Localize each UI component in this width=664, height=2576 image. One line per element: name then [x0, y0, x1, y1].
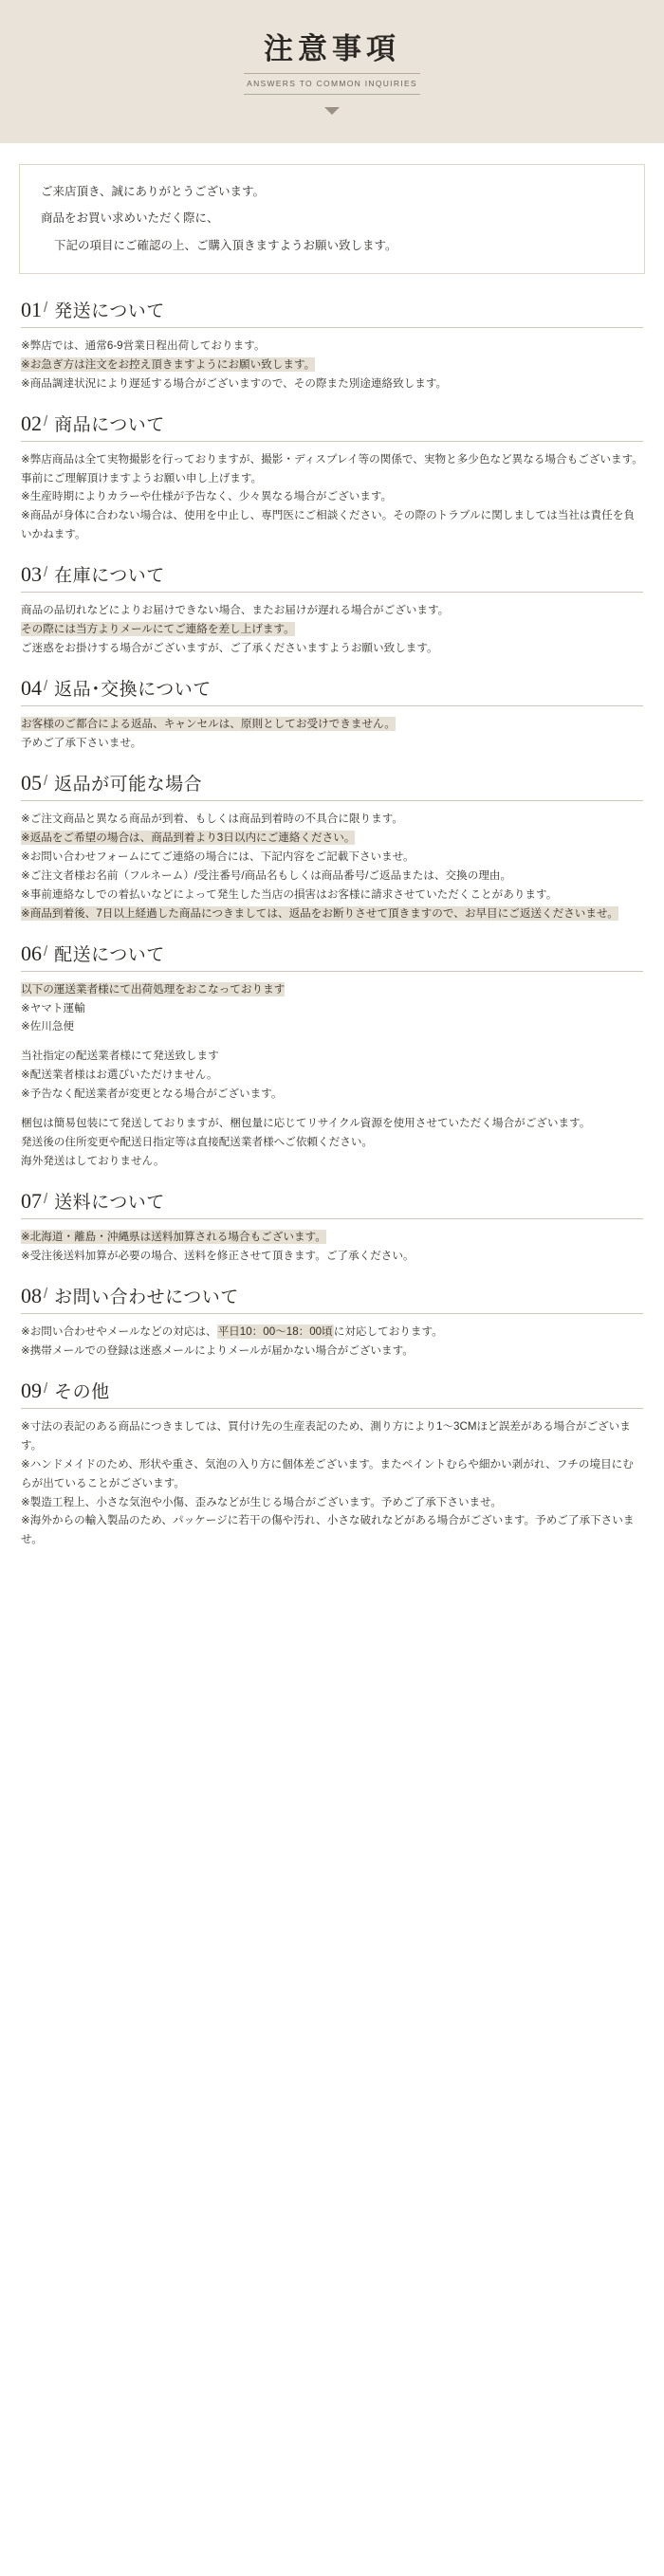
section-body — [21, 1323, 643, 1361]
intro-box — [19, 164, 645, 274]
section-paragraph: ※商品が身体に合わない場合は、使用を中止し、専門医にご相談ください。その際のトラブルに関しましては当社は責任を負いかねます。 — [21, 509, 635, 541]
header-rule-wrap — [244, 73, 420, 95]
section-paragraph: 発送後の住所変更や配送日指定等は直接配送業者様へご依頼ください。 — [21, 1136, 374, 1149]
section-paragraph: ※寸法の表記のある商品につきましては、買付け先の生産表記のため、測り方により1～3CMほど誤差がある場合がございます。 — [21, 1419, 631, 1452]
sections-container — [0, 274, 664, 1588]
section-title: 返品･交換について — [54, 680, 212, 701]
section-paragraph: ※ご注文商品と異なる商品が到着、もしくは商品到着時の不具合に限ります。 — [21, 812, 403, 825]
section-paragraph: ※配送業者様はお選びいただけません。 — [21, 1069, 218, 1082]
section-header — [21, 1378, 643, 1409]
section-header — [21, 411, 643, 442]
section-paragraph — [21, 620, 643, 639]
section-paragraph — [21, 904, 643, 923]
section-title: 送料について — [54, 1193, 165, 1213]
section-title: 返品が可能な場合 — [54, 774, 203, 795]
section-title: 発送について — [54, 301, 165, 321]
highlighted-text: ※お急ぎ方は注文をお控え頂きますようにお願い致します。 — [21, 357, 316, 371]
section-body — [21, 601, 643, 658]
highlighted-text: 以下の運送業者様にて出荷処理をおこなっております — [21, 982, 286, 996]
intro-line-2: 商品をお買い求めいただく際に、 — [41, 211, 219, 226]
section-paragraph: ※ハンドメイドのため、形状や重さ、気泡の入り方に個体差ございます。またペイントむらや細かい剥がれ、フチの境目にむらが出ていることがございます。 — [21, 1457, 634, 1489]
section-paragraph — [21, 829, 643, 848]
section-paragraph: 海外発送はしておりません。 — [21, 1155, 165, 1168]
section-header — [21, 770, 643, 801]
page-title: 注意事項 — [264, 32, 400, 66]
section-title: その他 — [54, 1381, 110, 1402]
section-header — [21, 297, 643, 328]
section-paragraph — [21, 980, 643, 999]
intro-line-1: ご来店頂き、誠にありがとうございます。 — [41, 185, 266, 198]
section-body — [21, 715, 643, 753]
section-slash: / — [44, 299, 48, 316]
section-paragraph: ※事前連絡なしでの着払いなどによって発生した当店の損害はお客様に請求させていただくことがあります。 — [21, 887, 558, 901]
section-number: 02 — [21, 411, 42, 435]
section — [21, 1188, 643, 1266]
section-paragraph: ※ヤマト運輸 — [21, 1001, 85, 1014]
highlighted-text: お客様のご都合による返品、キャンセルは、原則としてお受けできません。 — [21, 718, 396, 731]
section-title: お問い合わせについて — [54, 1287, 239, 1307]
divider-bottom — [244, 94, 420, 95]
highlighted-text: ※返品をご希望の場合は、商品到着より3日以内にご連絡ください。 — [21, 831, 356, 844]
section-paragraph: 梱包は簡易包装にて発送しておりますが、梱包量に応じてリサイクル資源を使用させていただく場合がございます。 — [21, 1117, 591, 1130]
section-number: 07 — [21, 1189, 42, 1213]
section — [21, 770, 643, 923]
section-number: 01 — [21, 297, 42, 321]
highlighted-text: ※商品到着後、7日以上経過した商品につきましては、返品をお断りさせて頂きますので、お早目にご返送くださいませ。 — [21, 906, 618, 920]
page-header — [0, 0, 664, 143]
section-body — [21, 1417, 643, 1550]
section-number: 04 — [21, 676, 42, 701]
section — [21, 1378, 643, 1550]
section-number: 06 — [21, 941, 42, 965]
section-body — [21, 1228, 643, 1266]
section-paragraph: 商品の品切れなどによりお届けできない場合、またお届けが遅れる場合がございます。 — [21, 604, 450, 617]
section-slash: / — [44, 412, 48, 429]
section — [21, 941, 643, 1171]
section-title: 在庫について — [54, 566, 165, 587]
section-header — [21, 941, 643, 972]
highlighted-text: ※北海道・離島・沖縄県は送料加算される場合もございます。 — [21, 1231, 326, 1243]
section-number: 05 — [21, 770, 42, 795]
section — [21, 297, 643, 393]
highlighted-text: 平日10：00～18：00頃 — [217, 1325, 333, 1338]
section — [21, 1283, 643, 1361]
section-paragraph: 予めご了承下さいませ。 — [21, 737, 142, 749]
section-paragraph: ※弊店商品は全て実物撮影を行っておりますが、撮影・ディスプレイ等の関係で、実物と多少色など異なる場合もございます。事前にご理解頂けますようお願い申し上げます。 — [21, 452, 643, 484]
section-body — [21, 980, 643, 1171]
section-paragraph: ※携帯メールでの登録は迷惑メールによりメールが届かない場合がございます。 — [21, 1343, 414, 1357]
section-header — [21, 1188, 643, 1219]
section-paragraph: ※予告なく配送業者が変更となる場合がございます。 — [21, 1087, 283, 1101]
section-paragraph: 当社指定の配送業者様にて発送致します — [21, 1050, 219, 1063]
section-number: 08 — [21, 1283, 42, 1307]
section-paragraph — [21, 356, 643, 375]
section-paragraph: ※お問い合わせやメールなどの対応は、平日10：00～18：00頃に対応しております。 — [21, 1325, 443, 1338]
section-slash: / — [44, 564, 48, 581]
section — [21, 675, 643, 753]
section-slash: / — [44, 942, 48, 959]
section-header — [21, 1283, 643, 1314]
intro-line-3: 下記の項目にご確認の上、ご購入頂きますようお願い致します。 — [54, 238, 397, 252]
section-paragraph — [21, 1228, 643, 1247]
section-paragraph: ※受注後送料加算が必要の場合、送料を修正させて頂きます。ご了承ください。 — [21, 1249, 415, 1262]
section-paragraph — [21, 715, 643, 734]
section-slash: / — [44, 772, 48, 789]
section — [21, 411, 643, 545]
section-title: 商品について — [54, 414, 165, 435]
section-paragraph: ご迷惑をお掛けする場合がございますが、ご了承くださいますようお願い致します。 — [21, 642, 438, 655]
section-paragraph: ※生産時期によりカラーや仕様が予告なく、少々異なる場合がございます。 — [21, 490, 393, 503]
section-paragraph: ※佐川急便 — [21, 1020, 75, 1033]
section-slash: / — [44, 1285, 48, 1302]
section-body — [21, 450, 643, 545]
triangle-down-icon — [324, 107, 340, 115]
section — [21, 561, 643, 658]
section-paragraph: ※商品調達状況により遅延する場合がございますので、その際また別途連絡致します。 — [21, 376, 448, 390]
section-slash: / — [44, 1379, 48, 1397]
page-subtitle: ANSWERS TO COMMON INQUIRIES — [247, 79, 417, 88]
section-header — [21, 561, 643, 593]
section-header — [21, 675, 643, 706]
highlighted-text: その際には当方よりメールにてご連絡を差し上げます。 — [21, 623, 295, 636]
section-title: 配送について — [54, 944, 165, 965]
section-paragraph: ※弊店では、通常6-9営業日程出荷しております。 — [21, 338, 266, 352]
divider-top — [244, 73, 420, 74]
section-slash: / — [44, 678, 48, 695]
section-paragraph: ※海外からの輸入製品のため、パッケージに若干の傷や汚れ、小さな破れなどがある場合がございます。予めご了承下さいませ。 — [21, 1514, 635, 1546]
section-paragraph: ※お問い合わせフォームにてご連絡の場合には、下記内容をご記載下さいませ。 — [21, 850, 415, 863]
section-number: 03 — [21, 562, 42, 587]
section-number: 09 — [21, 1378, 42, 1402]
section-paragraph: ※製造工程上、小さな気泡や小傷、歪みなどが生じる場合がございます。予めご了承下さいませ。 — [21, 1495, 502, 1508]
section-body — [21, 337, 643, 393]
section-slash: / — [44, 1191, 48, 1207]
section-paragraph: ※ご注文者様お名前（フルネーム）/受注番号/商品名もしくは商品番号/ご返品または、交換の理由。 — [21, 868, 512, 882]
section-body — [21, 810, 643, 923]
